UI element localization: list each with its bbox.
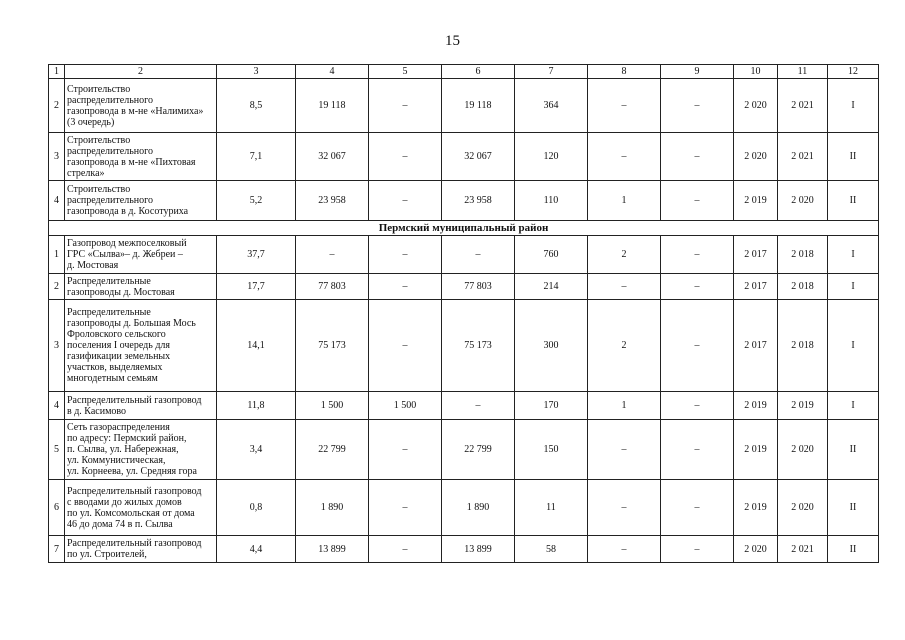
object-name-line: многодетным семьям: [67, 373, 158, 384]
column-header: 9: [661, 65, 734, 79]
cell-c11: 2 020: [778, 181, 828, 221]
column-header: 2: [65, 65, 217, 79]
cell-c8: 2: [588, 300, 661, 392]
table-row: [49, 420, 879, 480]
cell-c12: II: [828, 133, 879, 181]
row-number: 4: [49, 392, 65, 420]
object-name: [65, 420, 217, 480]
column-header: 3: [217, 65, 296, 79]
cell-c5: –: [369, 420, 442, 480]
column-header: 5: [369, 65, 442, 79]
object-name-line: газопроводы д. Большая Мось: [67, 318, 196, 329]
cell-c5: –: [369, 480, 442, 536]
cell-c3: 17,7: [217, 274, 296, 300]
cell-c10: 2 019: [734, 480, 778, 536]
cell-c11: 2 018: [778, 236, 828, 274]
cell-c12: II: [828, 181, 879, 221]
cell-c4: 77 803: [296, 274, 369, 300]
cell-c10: 2 020: [734, 536, 778, 563]
object-name-line: Распределительные: [67, 307, 151, 318]
column-header: 7: [515, 65, 588, 79]
projects-table: [48, 64, 879, 563]
cell-c5: –: [369, 133, 442, 181]
cell-c11: 2 018: [778, 274, 828, 300]
cell-c12: I: [828, 392, 879, 420]
object-name: [65, 274, 217, 300]
cell-c10: 2 017: [734, 274, 778, 300]
column-header: 12: [828, 65, 879, 79]
object-name-line: газопровода в м-не «Пихтовая: [67, 156, 196, 168]
cell-c10: 2 019: [734, 392, 778, 420]
object-name-line: Газопровод межпоселковый: [67, 238, 187, 249]
row-number: 4: [49, 181, 65, 221]
cell-c9: –: [661, 480, 734, 536]
cell-c4: 32 067: [296, 133, 369, 181]
cell-c11: 2 020: [778, 420, 828, 480]
table-row: [49, 392, 879, 420]
object-name: [65, 133, 217, 181]
object-name-line: газопровода в м-не «Налимиха»: [67, 105, 204, 117]
cell-c6: 77 803: [442, 274, 515, 300]
object-name-line: распределительного: [67, 94, 153, 106]
object-name: [65, 181, 217, 221]
object-name-line: по адресу: Пермский район,: [67, 433, 187, 444]
cell-c4: 13 899: [296, 536, 369, 563]
column-header: 6: [442, 65, 515, 79]
row-number: 6: [49, 480, 65, 536]
object-name-line: распределительного: [67, 145, 153, 157]
table-row: [49, 274, 879, 300]
cell-c9: –: [661, 79, 734, 133]
cell-c4: 75 173: [296, 300, 369, 392]
cell-c9: –: [661, 300, 734, 392]
cell-c10: 2 019: [734, 420, 778, 480]
cell-c7: 214: [515, 274, 588, 300]
object-name-line: Сеть газораспределения: [67, 422, 170, 433]
row-number: 7: [49, 536, 65, 563]
cell-c12: II: [828, 480, 879, 536]
object-name: [65, 536, 217, 563]
cell-c6: 32 067: [442, 133, 515, 181]
cell-c11: 2 021: [778, 79, 828, 133]
object-name-line: (3 очередь): [67, 116, 115, 128]
cell-c11: 2 020: [778, 480, 828, 536]
object-name: [65, 236, 217, 274]
object-name-line: в д. Касимово: [67, 405, 127, 417]
cell-c5: –: [369, 236, 442, 274]
cell-c9: –: [661, 274, 734, 300]
cell-c9: –: [661, 133, 734, 181]
row-number: 3: [49, 133, 65, 181]
object-name-line: Строительство: [67, 184, 131, 195]
object-name-line: газификации земельных: [67, 351, 171, 362]
cell-c3: 7,1: [217, 133, 296, 181]
object-name-line: стрелка»: [67, 167, 105, 179]
cell-c5: 1 500: [369, 392, 442, 420]
cell-c4: 1 500: [296, 392, 369, 420]
cell-c7: 364: [515, 79, 588, 133]
cell-c3: 0,8: [217, 480, 296, 536]
object-name-line: Распределительный газопровод: [67, 538, 202, 549]
cell-c6: 1 890: [442, 480, 515, 536]
table-row: [49, 300, 879, 392]
cell-c9: –: [661, 236, 734, 274]
object-name-line: ул. Корнеева, ул. Средняя гора: [67, 466, 197, 477]
table-row: [49, 236, 879, 274]
cell-c9: –: [661, 181, 734, 221]
cell-c8: –: [588, 480, 661, 536]
object-name-line: Фроловского сельского: [67, 329, 166, 340]
cell-c5: –: [369, 79, 442, 133]
cell-c10: 2 020: [734, 79, 778, 133]
cell-c3: 14,1: [217, 300, 296, 392]
column-header: 11: [778, 65, 828, 79]
cell-c9: –: [661, 392, 734, 420]
cell-c6: 22 799: [442, 420, 515, 480]
object-name-line: распределительного: [67, 195, 153, 206]
object-name-line: Строительство: [67, 83, 131, 95]
cell-c11: 2 018: [778, 300, 828, 392]
cell-c8: 1: [588, 181, 661, 221]
cell-c12: I: [828, 79, 879, 133]
object-name-line: п. Сылва, ул. Набережная,: [67, 444, 179, 455]
object-name-line: участков, выделяемых: [67, 362, 163, 373]
cell-c5: –: [369, 181, 442, 221]
cell-c11: 2 019: [778, 392, 828, 420]
cell-c4: 19 118: [296, 79, 369, 133]
cell-c10: 2 017: [734, 300, 778, 392]
table-row: [49, 79, 879, 133]
cell-c6: –: [442, 392, 515, 420]
object-name: [65, 79, 217, 133]
cell-c7: 58: [515, 536, 588, 563]
row-number: 3: [49, 300, 65, 392]
column-header: 1: [49, 65, 65, 79]
object-name-line: Распределительный газопровод: [67, 485, 202, 497]
cell-c12: II: [828, 420, 879, 480]
cell-c10: 2 020: [734, 133, 778, 181]
cell-c7: 760: [515, 236, 588, 274]
cell-c8: –: [588, 274, 661, 300]
cell-c5: –: [369, 300, 442, 392]
cell-c4: 22 799: [296, 420, 369, 480]
cell-c4: –: [296, 236, 369, 274]
cell-c6: 75 173: [442, 300, 515, 392]
object-name-line: по ул. Строителей,: [67, 549, 147, 560]
object-name-line: газопровода в д. Косотуриха: [67, 206, 189, 217]
cell-c7: 150: [515, 420, 588, 480]
page-number: 15: [445, 33, 460, 49]
cell-c11: 2 021: [778, 133, 828, 181]
cell-c12: I: [828, 274, 879, 300]
table-row: [49, 133, 879, 181]
object-name-line: ГРС «Сылва»– д. Жебреи –: [67, 249, 183, 260]
object-name-line: Распределительный газопровод: [67, 394, 202, 406]
cell-c7: 110: [515, 181, 588, 221]
cell-c7: 170: [515, 392, 588, 420]
cell-c10: 2 017: [734, 236, 778, 274]
object-name-line: Строительство: [67, 134, 131, 146]
object-name-line: 46 до дома 74 в п. Сылва: [67, 518, 173, 530]
column-header: 10: [734, 65, 778, 79]
object-name: [65, 480, 217, 536]
cell-c9: –: [661, 420, 734, 480]
cell-c6: –: [442, 236, 515, 274]
table-row: [49, 536, 879, 563]
cell-c7: 120: [515, 133, 588, 181]
cell-c8: 2: [588, 236, 661, 274]
cell-c5: –: [369, 536, 442, 563]
cell-c4: 23 958: [296, 181, 369, 221]
cell-c11: 2 021: [778, 536, 828, 563]
object-name-line: ул. Коммунистическая,: [67, 455, 166, 466]
row-number: 1: [49, 236, 65, 274]
cell-c3: 3,4: [217, 420, 296, 480]
header-row: [49, 65, 879, 79]
cell-c12: I: [828, 236, 879, 274]
section-title: Пермский муниципальный район: [49, 221, 879, 236]
cell-c9: –: [661, 536, 734, 563]
cell-c3: 8,5: [217, 79, 296, 133]
cell-c3: 11,8: [217, 392, 296, 420]
table-row: [49, 181, 879, 221]
cell-c7: 11: [515, 480, 588, 536]
cell-c5: –: [369, 274, 442, 300]
cell-c6: 23 958: [442, 181, 515, 221]
table-row: [49, 480, 879, 536]
row-number: 2: [49, 274, 65, 300]
object-name-line: по ул. Комсомольская от дома: [67, 507, 195, 519]
cell-c8: –: [588, 420, 661, 480]
object-name: [65, 300, 217, 392]
cell-c3: 37,7: [217, 236, 296, 274]
cell-c8: –: [588, 536, 661, 563]
cell-c8: 1: [588, 392, 661, 420]
section-row: [49, 221, 879, 236]
row-number: 2: [49, 79, 65, 133]
object-name-line: газопроводы д. Мостовая: [67, 286, 175, 298]
column-header: 8: [588, 65, 661, 79]
row-number: 5: [49, 420, 65, 480]
cell-c12: I: [828, 300, 879, 392]
object-name-line: с вводами до жилых домов: [67, 496, 182, 508]
cell-c7: 300: [515, 300, 588, 392]
column-header: 4: [296, 65, 369, 79]
object-name-line: д. Мостовая: [67, 260, 119, 271]
cell-c6: 13 899: [442, 536, 515, 563]
cell-c3: 5,2: [217, 181, 296, 221]
object-name-line: Распределительные: [67, 275, 151, 287]
cell-c6: 19 118: [442, 79, 515, 133]
cell-c8: –: [588, 79, 661, 133]
cell-c10: 2 019: [734, 181, 778, 221]
cell-c3: 4,4: [217, 536, 296, 563]
cell-c4: 1 890: [296, 480, 369, 536]
cell-c8: –: [588, 133, 661, 181]
object-name: [65, 392, 217, 420]
object-name-line: поселения I очередь для: [67, 340, 171, 351]
cell-c12: II: [828, 536, 879, 563]
